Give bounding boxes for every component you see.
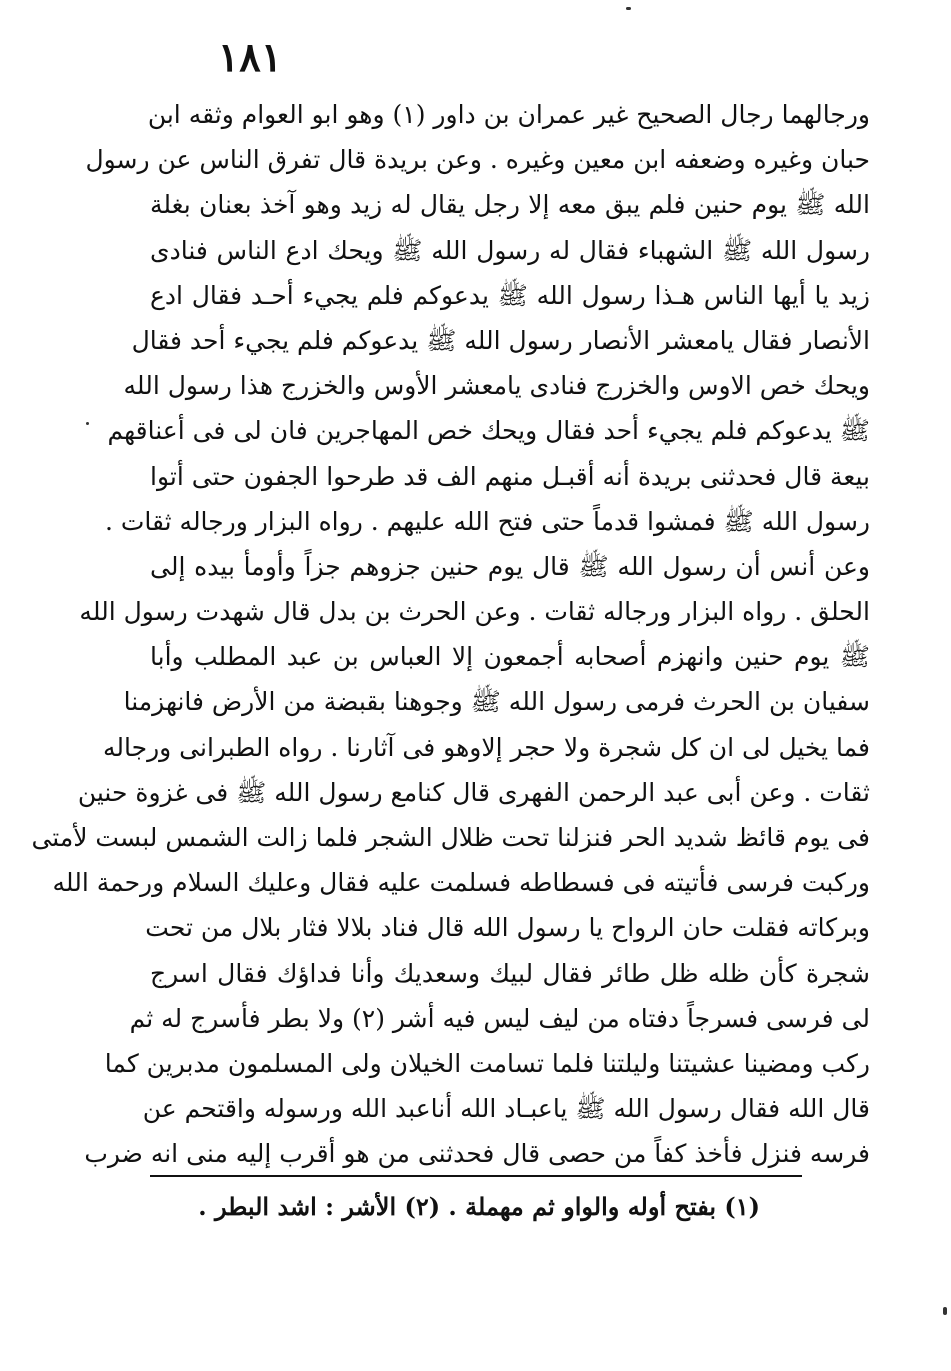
text-line: وعن أنس أن رسول الله ﷺ قال يوم حنين جزوهم جزاً وأومأ بيده إلى [150, 551, 870, 581]
footnote: (١) بفتح أوله والواو ثم مهملة . (٢) الأشر : اشد البطر . [198, 1192, 760, 1221]
footnote-divider [150, 1175, 802, 1177]
text-line: ﷺ يوم حنين وانهزم أصحابه أجمعون إلا العباس بن عبد المطلب وأبا [150, 642, 870, 672]
body-text [31, 92, 870, 1177]
text-line: وبركاته فقلت حان الرواح يا رسول الله قال فناد بلالا فثار بلال من تحت [145, 913, 870, 943]
text-line: ركب ومضينا عشيتنا وليلتنا فلما تسامت الخيلان ولى المسلمون مدبرين كما [104, 1048, 870, 1078]
text-line: الله ﷺ يوم حنين فلم يبق معه إلا رجل يقال له زيد وهو آخذ بعنان بغلة [150, 190, 870, 220]
text-line: ﷺ يدعوكم فلم يجيء أحد فقال ويحك خص المهاجرين فان لى فى أعناقهم [107, 416, 870, 446]
text-line: الأنصار فقال يامعشر الأنصار رسول الله ﷺ يدعوكم فلم يجيء أحد فقال [131, 325, 870, 355]
text-line: الحلق . رواه البزار ورجاله ثقات . وعن الحرث بن بدل قال شهدت رسول الله [79, 597, 870, 627]
text-line: لى فرسى فسرجاً دفتاه من ليف ليس فيه أشر (٢) ولا بطر فأسرج له ثم [129, 1003, 870, 1033]
text-line: فرسه فنزل فأخذ كفاً من حصى قال فحدثنى من هو أقرب إليه منى انه ضرب [84, 1139, 870, 1169]
text-line: فما يخيل لى ان كل شجرة ولا حجر إلاوهو فى آثارنا . رواه الطبرانى ورجاله [103, 732, 870, 762]
text-line: ويحك خص الاوس والخزرج فنادى يامعشر الأوس والخزرج هذا رسول الله [123, 371, 870, 401]
text-line: ورجالهما رجال الصحيح غير عمران بن داور (١) وهو ابو العوام وثقه ابن [147, 100, 870, 129]
text-line: فى يوم قائظ شديد الحر فنزلنا تحت ظلال الشجر فلما زالت الشمس لبست لأمتى [31, 823, 870, 852]
scan-mark [943, 1307, 947, 1315]
text-line: رسول الله ﷺ فمشوا قدماً حتى فتح الله عليهم . رواه البزار ورجاله ثقات . [104, 506, 870, 536]
scan-mark [626, 7, 631, 10]
text-line: حبان وغيره وضعفه ابن معين وغيره . وعن بريدة قال تفرق الناس عن رسول [85, 145, 870, 175]
text-line: وركبت فرسى فأتيته فى فسطاطه فسلمت عليه فقال وعليك السلام ورحمة الله [52, 868, 870, 898]
text-line: قال الله فقال رسول الله ﷺ ياعبـاد الله أناعبد الله ورسوله واقتحم عن [142, 1094, 870, 1124]
text-line: بيعة قال فحدثنى بريدة أنه أقبـل منهم الف قد طرحوا الجفون حتى أتوا [150, 461, 870, 491]
text-line: رسول الله ﷺ الشهباء فقال له رسول الله ﷺ ويحك ادع الناس فنادى [150, 235, 870, 265]
text-line: ثقات . وعن أبى عبد الرحمن الفهرى قال كنامع رسول الله ﷺ فى غزوة حنين [77, 777, 870, 807]
text-line: زيد يا أيها الناس هـذا رسول الله ﷺ يدعوكم فلم يجيء أحـد فقال ادع [150, 280, 870, 310]
scan-mark [86, 422, 89, 425]
page-number: ١٨١ [217, 34, 283, 81]
text-line: شجرة كأن ظله ظل طائر فقال لبيك وسعديك وأنا فداؤك فقال اسرج [150, 958, 870, 988]
text-line: سفيان بن الحرث فرمى رسول الله ﷺ وجوهنا بقبضة من الأرض فانهزمنا [123, 687, 870, 717]
